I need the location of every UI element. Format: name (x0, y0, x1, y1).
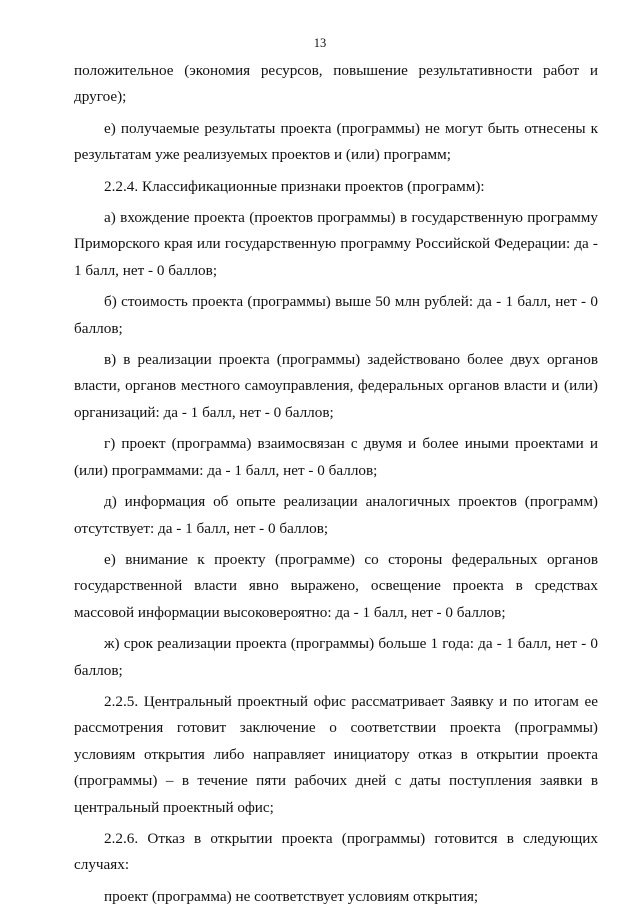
paragraph-refusal-case: проект (программа) не соответствует условиям открытия; (104, 887, 479, 905)
page-number: 13 (313, 36, 327, 50)
paragraph-section-2-2-5: 2.2.5. Центральный проектный офис рассматривает Заявку и по итогам ее рассмотрения готовит заключение о соответствии проекта (программы) условиям открытия либо направляет инициатору отказ в открытии проекта (программы) – в течение пяти рабочих дней с даты поступления заявки в центральный проектный офис; (74, 692, 598, 816)
paragraph-item-zh: ж) срок реализации проекта (программы) больше 1 года: да - 1 балл, нет - 0 баллов; (74, 635, 598, 679)
paragraph-continuation: положительное (экономия ресурсов, повышение результативности работ и другое); (74, 62, 598, 106)
paragraph-item-e-results: е) получаемые результаты проекта (программы) не могут быть отнесены к результатам уже реализуемых проектов и (или) программ; (74, 119, 598, 164)
paragraph-item-g: г) проект (программа) взаимосвязан с двумя и более иными проектами и (или) программами: да - 1 балл, нет - 0 баллов; (74, 435, 598, 479)
paragraph-item-v: в) в реализации проекта (программы) задействовано более двух органов власти, органов местного самоуправления, федеральных органов власти и (или) организаций: да - 1 балл, нет - 0 баллов; (74, 351, 598, 421)
paragraph-item-b: б) стоимость проекта (программы) выше 50 млн рублей: да - 1 балл, нет - 0 баллов; (74, 293, 598, 337)
paragraph-item-e-attention: е) внимание к проекту (программе) со стороны федеральных органов государственной власти явно выражено, освещение проекта в средствах массовой информации высоковероятно: да - 1 балл, нет - 0 баллов; (74, 550, 598, 621)
document-body (74, 58, 598, 915)
paragraph-section-2-2-6: 2.2.6. Отказ в открытии проекта (программы) готовится в следующих случаях: (74, 829, 598, 874)
paragraph-item-a: а) вхождение проекта (проектов программы) в государственную программу Приморского края или государственную программу Российской Федерации: да - 1 балл, нет - 0 баллов; (74, 209, 598, 279)
paragraph-section-2-2-4: 2.2.4. Классификационные признаки проектов (программ): (104, 177, 485, 195)
paragraph-item-d: д) информация об опыте реализации аналогичных проектов (программ) отсутствует: да - 1 балл, нет - 0 баллов; (74, 493, 598, 537)
